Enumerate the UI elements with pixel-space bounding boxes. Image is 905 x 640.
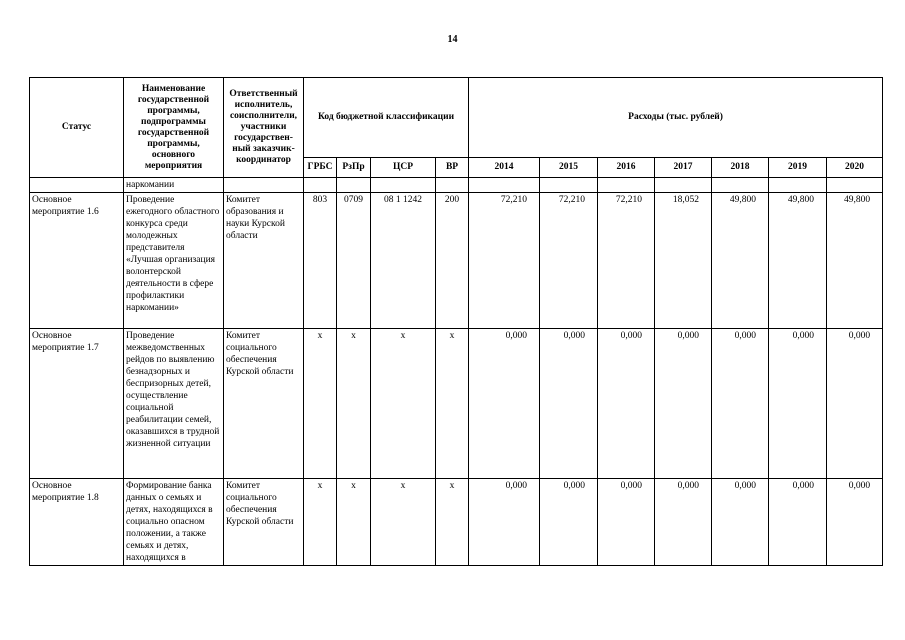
table-row [30, 193, 883, 329]
row-value-2018: 0,000 [712, 479, 769, 566]
row-value-2017: 18,052 [655, 193, 712, 329]
row-rzpr: x [337, 479, 371, 566]
budget-table [29, 77, 883, 566]
header-csr: ЦСР [371, 158, 436, 178]
header-year-2016: 2016 [598, 158, 655, 178]
row-grbs: x [304, 329, 337, 479]
row-vr: x [436, 479, 469, 566]
header-year-2017: 2017 [655, 158, 712, 178]
row-vr: 200 [436, 193, 469, 329]
row-csr: x [371, 329, 436, 479]
row-value-2015: 72,210 [540, 193, 598, 329]
row-value-2020: 0,000 [827, 329, 883, 479]
row-name: Формирование банка данных о семьях и детях, находящихся в социально опасном положении, а также семьях и детях, находящихся в [124, 479, 224, 566]
header-grbs: ГРБС [304, 158, 337, 178]
header-year-2014: 2014 [469, 158, 540, 178]
row-value-2015: 0,000 [540, 329, 598, 479]
row-value-2014: 0,000 [469, 329, 540, 479]
row-value-2016: 72,210 [598, 193, 655, 329]
row-value-2015: 0,000 [540, 479, 598, 566]
header-year-2018: 2018 [712, 158, 769, 178]
header-expenses: Расходы (тыс. рублей) [469, 78, 883, 158]
row-vr: x [436, 329, 469, 479]
row-value-2014: 0,000 [469, 479, 540, 566]
row-responsible: Комитет социального обеспечения Курской области [224, 479, 304, 566]
row-grbs: 803 [304, 193, 337, 329]
table-row [30, 329, 883, 479]
continuation-row [30, 178, 883, 193]
row-csr: 08 1 1242 [371, 193, 436, 329]
row-value-2016: 0,000 [598, 329, 655, 479]
header-responsible: Ответственный исполнитель, соисполнители, участники государствен-ный заказчик-координатор [224, 78, 304, 178]
header-year-2019: 2019 [769, 158, 827, 178]
row-responsible: Комитет социального обеспечения Курской области [224, 329, 304, 479]
row-value-2014: 72,210 [469, 193, 540, 329]
row-csr: x [371, 479, 436, 566]
header-status: Статус [30, 78, 124, 178]
row-rzpr: 0709 [337, 193, 371, 329]
page-number: 14 [447, 34, 458, 45]
row-name: Проведение ежегодного областного конкурса среди молодежных представителя «Лучшая организация волонтерской деятельности в сфере профилактики наркомании» [124, 193, 224, 329]
row-value-2019: 0,000 [769, 329, 827, 479]
row-rzpr: x [337, 329, 371, 479]
header-budget-code: Код бюджетной классификации [304, 78, 469, 158]
table-row [30, 479, 883, 566]
row-value-2019: 49,800 [769, 193, 827, 329]
row-value-2020: 0,000 [827, 479, 883, 566]
header-year-2020: 2020 [827, 158, 883, 178]
row-status: Основное мероприятие 1.6 [30, 193, 124, 329]
header-year-2015: 2015 [540, 158, 598, 178]
row-value-2016: 0,000 [598, 479, 655, 566]
row-status: Основное мероприятие 1.8 [30, 479, 124, 566]
row-status: Основное мероприятие 1.7 [30, 329, 124, 479]
row-value-2018: 49,800 [712, 193, 769, 329]
continuation-text: наркомании [124, 178, 224, 193]
row-value-2017: 0,000 [655, 329, 712, 479]
header-vr: ВР [436, 158, 469, 178]
row-grbs: x [304, 479, 337, 566]
row-value-2020: 49,800 [827, 193, 883, 329]
row-value-2018: 0,000 [712, 329, 769, 479]
row-name: Проведение межведомственных рейдов по выявлению безнадзорных и беспризорных детей, осуществление социальной реабилитации семей, оказавшихся в трудной жизненной ситуации [124, 329, 224, 479]
row-responsible: Комитет образования и науки Курской области [224, 193, 304, 329]
row-value-2019: 0,000 [769, 479, 827, 566]
header-name: Наименование государственной программы, подпрограммы государственной программы, основного мероприятия [124, 78, 224, 178]
header-rzpr: РзПр [337, 158, 371, 178]
row-value-2017: 0,000 [655, 479, 712, 566]
